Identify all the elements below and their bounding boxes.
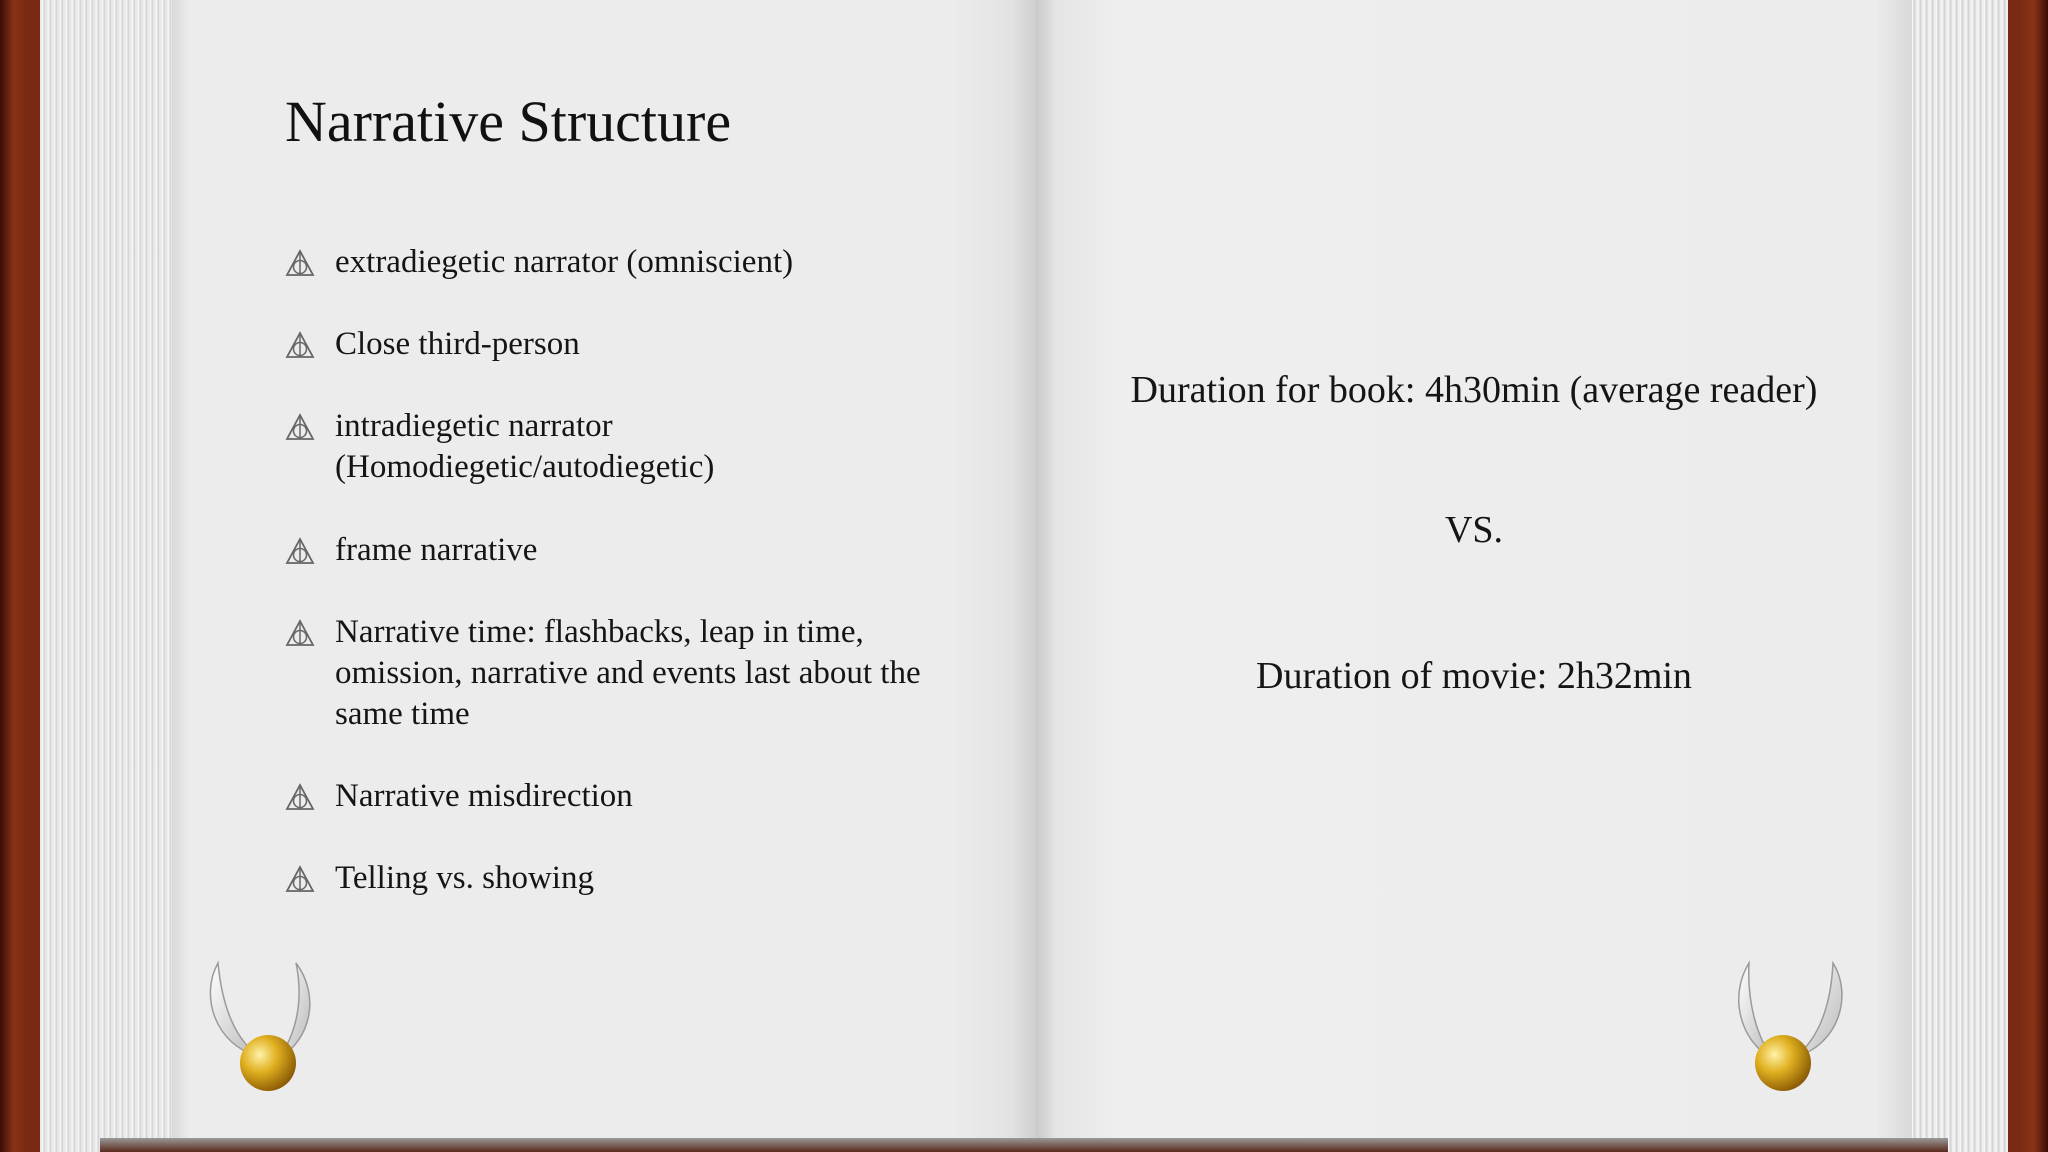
deathly-hallows-icon [285, 618, 315, 648]
bullet-text: Close third-person [335, 326, 580, 362]
bullet-text: intradiegetic narrator (Homodiegetic/autodiegetic) [335, 408, 715, 485]
deathly-hallows-icon [285, 864, 315, 894]
deathly-hallows-icon [285, 330, 315, 360]
deathly-hallows-icon [285, 782, 315, 812]
deathly-hallows-icon [285, 412, 315, 442]
deathly-hallows-icon [285, 248, 315, 278]
versus-label: VS. [1444, 509, 1504, 551]
bullet-text: Narrative misdirection [335, 778, 633, 814]
bullet-text: frame narrative [335, 532, 538, 568]
golden-snitch-icon [200, 955, 330, 1095]
page-edges-left [40, 0, 180, 1152]
bullet-text: Narrative time: flashbacks, leap in time, omission, narrative and events last about the same time [335, 614, 921, 732]
book-bottom-shadow [100, 1138, 1948, 1152]
movie-duration: Duration of movie: 2h32min [1256, 655, 1692, 697]
page-title: Narrative Structure [285, 89, 732, 154]
bullet-text: extradiegetic narrator (omniscient) [335, 244, 794, 280]
deathly-hallows-icon [285, 536, 315, 566]
book-duration: Duration for book: 4h30min (average reader) [1130, 369, 1818, 411]
bullet-text: Telling vs. showing [335, 860, 594, 896]
golden-snitch-icon [1725, 955, 1855, 1095]
